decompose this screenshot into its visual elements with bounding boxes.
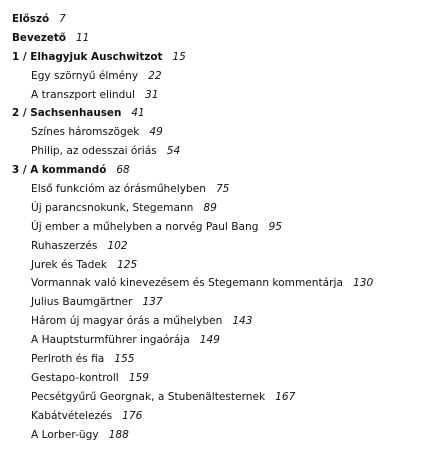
- toc-entry-page: 89: [203, 201, 217, 214]
- toc-entry-title: Egy szörnyű élmény: [31, 69, 139, 82]
- toc-entry: [31, 67, 432, 86]
- toc-entry: [31, 86, 432, 105]
- toc-entry-page: 49: [149, 126, 163, 139]
- toc-entry-page: 22: [148, 69, 162, 82]
- toc-entry: [31, 256, 432, 275]
- toc-entry-title: Jurek és Tadek: [31, 258, 107, 271]
- toc-chapter: [12, 48, 432, 67]
- toc-entry-page: 31: [145, 88, 159, 101]
- toc-chapter: [12, 104, 432, 123]
- toc-chapter: [12, 161, 432, 180]
- toc-entry-title: Perlroth és fia: [31, 353, 105, 366]
- toc-entry: [12, 10, 432, 29]
- toc-entry-title: Első funkcióm az órásműhelyben: [31, 183, 206, 196]
- toc-entry-title: Három új magyar órás a műhelyben: [31, 315, 223, 328]
- toc-chapter-title: 2 / Sachsenhausen: [12, 107, 122, 120]
- toc-entry-page: 159: [128, 371, 149, 384]
- toc-entry-title: Gestapo-kontroll: [31, 371, 119, 384]
- toc-entry-page: 125: [116, 258, 138, 271]
- toc-entry: [31, 350, 432, 369]
- toc-entry-title: Kabátvételezés: [31, 409, 113, 422]
- toc-entry: [31, 312, 432, 331]
- toc-entry-page: 102: [107, 239, 128, 252]
- toc-entry: [31, 237, 432, 256]
- toc-entry-title: Philip, az odesszai óriás: [31, 145, 157, 158]
- toc-entry: [31, 142, 432, 161]
- toc-entry-title: Új parancsnokunk, Stegemann: [31, 201, 194, 214]
- toc-entry-page: 7: [59, 13, 66, 25]
- toc-entry-page: 41: [131, 107, 145, 120]
- toc-entry-page: 130: [352, 277, 374, 290]
- toc-entry-title: Előszó: [12, 13, 50, 25]
- toc-chapter-title: 1 / Elhagyjuk Auschwitzot: [12, 50, 163, 63]
- toc-entry: [31, 369, 432, 388]
- toc-entry-page: 167: [275, 390, 296, 403]
- toc-entry-title: Színes háromszögek: [31, 126, 140, 139]
- toc-entry: [31, 218, 432, 237]
- toc-entry-page: 15: [172, 50, 186, 63]
- toc-entry: [31, 293, 432, 312]
- table-of-contents: [0, 10, 432, 444]
- toc-entry-page: 188: [108, 428, 129, 441]
- toc-entry-page: 143: [232, 315, 253, 328]
- toc-entry-page: 149: [199, 334, 220, 347]
- toc-entry-title: A Hauptsturmführer ingaórája: [31, 334, 190, 347]
- toc-entry: [31, 388, 432, 407]
- toc-entry-page: 155: [114, 353, 135, 366]
- toc-entry: [31, 426, 432, 445]
- toc-entry-page: 176: [122, 409, 143, 422]
- toc-entry: [31, 331, 432, 350]
- toc-chapter-title: 3 / A kommandó: [12, 164, 107, 177]
- toc-entry-title: Julius Baumgärtner: [31, 296, 133, 309]
- toc-entry-page: 137: [142, 296, 163, 309]
- toc-entry-title: Pecsétgyűrű Georgnak, a Stubenältesternek: [31, 390, 266, 403]
- toc-entry: [31, 180, 432, 199]
- toc-entry-page: 95: [268, 220, 282, 233]
- toc-entry-title: A transzport elindul: [31, 88, 135, 101]
- toc-entry: [31, 199, 432, 218]
- toc-entry: [31, 407, 432, 426]
- toc-entry-page: 54: [166, 145, 181, 158]
- toc-entry: [31, 274, 432, 293]
- toc-entry-page: 75: [215, 183, 230, 196]
- toc-entry-title: Új ember a műhelyben a norvég Paul Bang: [31, 220, 259, 233]
- toc-entry-title: A Lorber-ügy: [31, 428, 99, 441]
- toc-entry-page: 68: [116, 164, 130, 177]
- toc-entry-page: 11: [76, 31, 90, 44]
- toc-entry-title: Bevezető: [12, 31, 66, 44]
- toc-entry: [31, 123, 432, 142]
- toc-entry: [12, 29, 432, 48]
- toc-entry-title: Ruhaszerzés: [31, 239, 98, 252]
- toc-entry-title: Vormannak való kinevezésem és Stegemann kommentárja: [31, 277, 343, 290]
